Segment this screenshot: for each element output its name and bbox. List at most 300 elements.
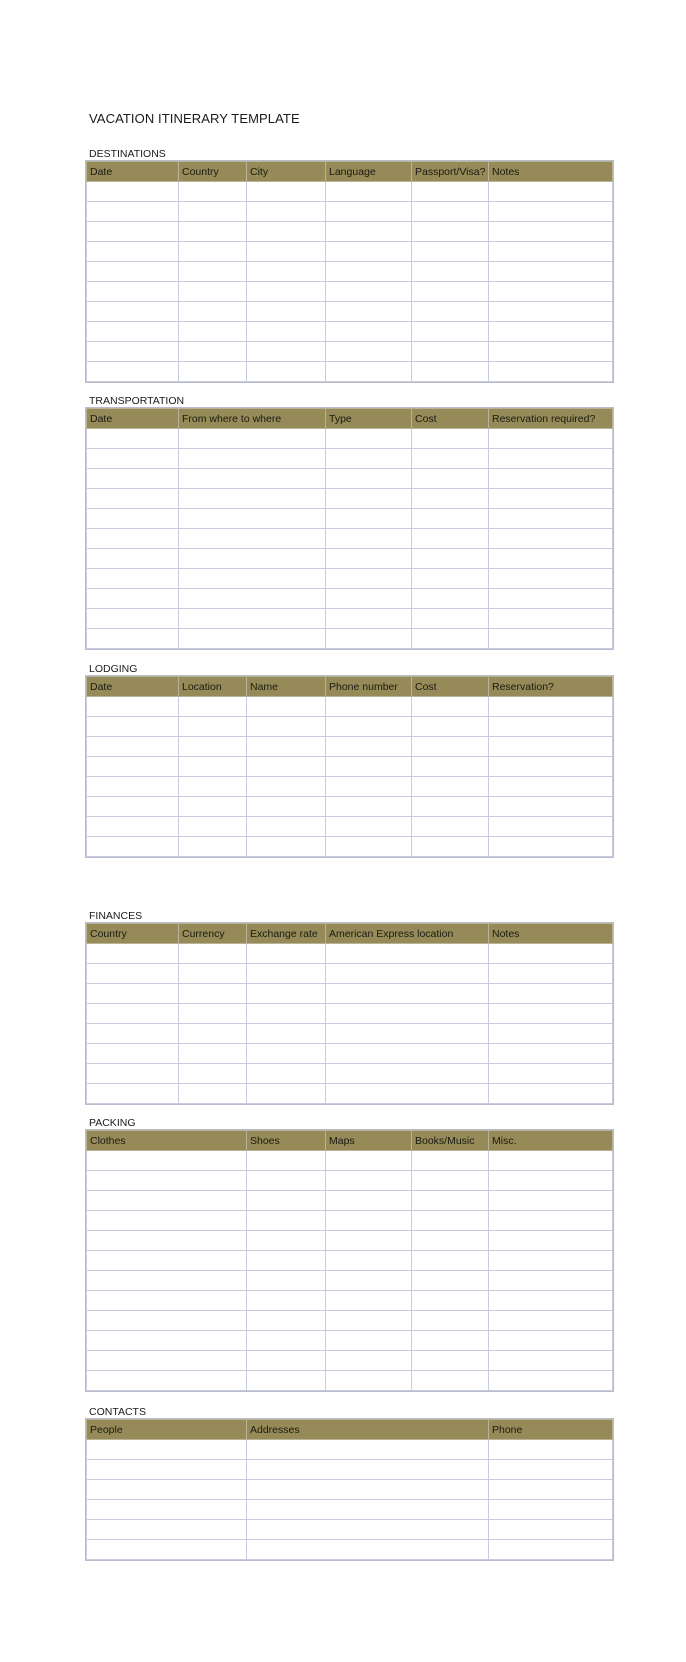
table-cell[interactable]: [489, 1171, 613, 1191]
table-cell[interactable]: [247, 342, 326, 362]
table-cell[interactable]: [87, 489, 179, 509]
table-cell[interactable]: [412, 262, 489, 282]
table-cell[interactable]: [326, 182, 412, 202]
table-cell[interactable]: [179, 1004, 247, 1024]
table-cell[interactable]: [247, 1251, 326, 1271]
table-cell[interactable]: [412, 222, 489, 242]
table-cell[interactable]: [179, 717, 247, 737]
table-cell[interactable]: [326, 549, 412, 569]
table-cell[interactable]: [179, 737, 247, 757]
table-cell[interactable]: [326, 1311, 412, 1331]
table-cell[interactable]: [247, 1211, 326, 1231]
table-cell[interactable]: [247, 1351, 326, 1371]
table-cell[interactable]: [247, 1151, 326, 1171]
table-cell[interactable]: [326, 777, 412, 797]
table-cell[interactable]: [87, 589, 179, 609]
table-cell[interactable]: [489, 182, 613, 202]
table-cell[interactable]: [247, 282, 326, 302]
table-cell[interactable]: [489, 509, 613, 529]
table-cell[interactable]: [247, 964, 326, 984]
table-cell[interactable]: [412, 697, 489, 717]
table-cell[interactable]: [326, 322, 412, 342]
table-cell[interactable]: [179, 282, 247, 302]
table-cell[interactable]: [247, 837, 326, 857]
table-cell[interactable]: [489, 1231, 613, 1251]
table-cell[interactable]: [87, 1371, 247, 1391]
table-cell[interactable]: [87, 1084, 179, 1104]
table-cell[interactable]: [247, 717, 326, 737]
table-cell[interactable]: [326, 589, 412, 609]
table-cell[interactable]: [326, 529, 412, 549]
table-cell[interactable]: [247, 182, 326, 202]
table-cell[interactable]: [412, 182, 489, 202]
table-row: [87, 1024, 613, 1044]
table-header-row: [87, 924, 613, 944]
table-cell[interactable]: [247, 1520, 489, 1540]
table-cell[interactable]: [326, 262, 412, 282]
table-cell[interactable]: [326, 1371, 412, 1391]
table-cell[interactable]: [489, 1024, 613, 1044]
table-cell[interactable]: [412, 1331, 489, 1351]
table-cell[interactable]: [247, 262, 326, 282]
table-cell[interactable]: [412, 1351, 489, 1371]
table-cell[interactable]: [87, 1191, 247, 1211]
table-cell[interactable]: [489, 429, 613, 449]
table-cell[interactable]: [412, 1311, 489, 1331]
table-cell[interactable]: [489, 549, 613, 569]
table-cell[interactable]: [179, 1024, 247, 1044]
table-cell[interactable]: [87, 1211, 247, 1231]
table-cell[interactable]: [489, 1440, 613, 1460]
table-cell[interactable]: [179, 984, 247, 1004]
table-cell[interactable]: [489, 1500, 613, 1520]
table-cell[interactable]: [326, 1044, 489, 1064]
table-cell[interactable]: [489, 1291, 613, 1311]
table-cell[interactable]: [247, 1480, 489, 1500]
table-cell[interactable]: [489, 1460, 613, 1480]
table-cell[interactable]: [179, 182, 247, 202]
table-cell[interactable]: [489, 797, 613, 817]
table-cell[interactable]: [87, 964, 179, 984]
table-cell[interactable]: [326, 509, 412, 529]
table-cell[interactable]: [489, 1064, 613, 1084]
table-cell[interactable]: [489, 322, 613, 342]
table-cell[interactable]: [179, 262, 247, 282]
table-cell[interactable]: [412, 1151, 489, 1171]
table-cell[interactable]: [412, 817, 489, 837]
table-cell[interactable]: [87, 1171, 247, 1191]
table-cell[interactable]: [412, 489, 489, 509]
table-cell[interactable]: [179, 757, 247, 777]
table-row: [87, 629, 613, 649]
table-cell[interactable]: [87, 1460, 247, 1480]
table-cell[interactable]: [412, 529, 489, 549]
table-cell[interactable]: [247, 984, 326, 1004]
table-cell[interactable]: [326, 697, 412, 717]
table-cell[interactable]: [489, 282, 613, 302]
table-cell[interactable]: [326, 1151, 412, 1171]
table-cell[interactable]: [179, 589, 326, 609]
table-cell[interactable]: [326, 837, 412, 857]
table-cell[interactable]: [326, 222, 412, 242]
table-row: [87, 202, 613, 222]
table-cell[interactable]: [489, 449, 613, 469]
table-cell[interactable]: [87, 1440, 247, 1460]
table-cell[interactable]: [326, 609, 412, 629]
table-cell[interactable]: [326, 1271, 412, 1291]
table-cell[interactable]: [489, 609, 613, 629]
table-cell[interactable]: [247, 1500, 489, 1520]
table-cell[interactable]: [87, 1251, 247, 1271]
table-cell[interactable]: [179, 797, 247, 817]
table-cell[interactable]: [179, 469, 326, 489]
table-cell[interactable]: [489, 1520, 613, 1540]
table-cell[interactable]: [326, 1291, 412, 1311]
table-cell[interactable]: [489, 837, 613, 857]
table-cell[interactable]: [179, 429, 326, 449]
table-cell[interactable]: [247, 202, 326, 222]
table-cell[interactable]: [326, 362, 412, 382]
table-cell[interactable]: [179, 944, 247, 964]
table-cell[interactable]: [87, 429, 179, 449]
table-cell[interactable]: [87, 1004, 179, 1024]
table-cell[interactable]: [87, 1064, 179, 1084]
table-cell[interactable]: [247, 797, 326, 817]
table-cell[interactable]: [412, 242, 489, 262]
table-cell[interactable]: [412, 282, 489, 302]
table-cell[interactable]: [412, 569, 489, 589]
table-cell[interactable]: [412, 797, 489, 817]
table-cell[interactable]: [179, 1064, 247, 1084]
table-cell[interactable]: [87, 629, 179, 649]
table-cell[interactable]: [179, 569, 326, 589]
table-cell[interactable]: [326, 1064, 489, 1084]
table-cell[interactable]: [179, 322, 247, 342]
table-cell[interactable]: [247, 302, 326, 322]
table-cell[interactable]: [247, 777, 326, 797]
table-cell[interactable]: [489, 262, 613, 282]
table-row: [87, 242, 613, 262]
table-cell[interactable]: [87, 837, 179, 857]
table-cell[interactable]: [326, 964, 489, 984]
table-cell[interactable]: [489, 1004, 613, 1024]
table-cell[interactable]: [87, 777, 179, 797]
section-label-transportation: TRANSPORTATION: [89, 395, 185, 407]
table-cell[interactable]: [179, 362, 247, 382]
table-cell[interactable]: [326, 1231, 412, 1251]
table-cell[interactable]: [412, 609, 489, 629]
table-cell[interactable]: [87, 302, 179, 322]
table-cell[interactable]: [489, 1540, 613, 1560]
table-cell[interactable]: [412, 1251, 489, 1271]
table-cell[interactable]: [247, 1271, 326, 1291]
table-cell[interactable]: [489, 757, 613, 777]
table-cell[interactable]: [326, 737, 412, 757]
table-cell[interactable]: [326, 449, 412, 469]
table-cell[interactable]: [412, 549, 489, 569]
table-cell[interactable]: [247, 1024, 326, 1044]
table-cell[interactable]: [87, 262, 179, 282]
table-cell[interactable]: [412, 737, 489, 757]
table-cell[interactable]: [247, 1371, 326, 1391]
table-cell[interactable]: [247, 1311, 326, 1331]
table-cell[interactable]: [179, 549, 326, 569]
table-cell[interactable]: [87, 1331, 247, 1351]
table-cell[interactable]: [326, 817, 412, 837]
table-cell[interactable]: [179, 509, 326, 529]
table-cell[interactable]: [179, 817, 247, 837]
table-cell[interactable]: [412, 1211, 489, 1231]
table-cell[interactable]: [489, 589, 613, 609]
table-cell[interactable]: [87, 1540, 247, 1560]
column-header: Notes: [489, 924, 613, 944]
table-cell[interactable]: [179, 222, 247, 242]
table-cell[interactable]: [87, 609, 179, 629]
table-cell[interactable]: [87, 509, 179, 529]
table-cell[interactable]: [179, 964, 247, 984]
table-cell[interactable]: [87, 697, 179, 717]
table-cell[interactable]: [247, 1084, 326, 1104]
table-cell[interactable]: [87, 1151, 247, 1171]
table-cell[interactable]: [412, 469, 489, 489]
table-cell[interactable]: [326, 944, 489, 964]
table-cell[interactable]: [489, 242, 613, 262]
table-cell[interactable]: [179, 777, 247, 797]
table-row: [87, 944, 613, 964]
table-cell[interactable]: [247, 1460, 489, 1480]
table-cell[interactable]: [87, 717, 179, 737]
table-cell[interactable]: [412, 362, 489, 382]
table-cell[interactable]: [412, 509, 489, 529]
table-cell[interactable]: [489, 202, 613, 222]
table-cell[interactable]: [247, 242, 326, 262]
table-cell[interactable]: [326, 1004, 489, 1024]
table-cell[interactable]: [412, 302, 489, 322]
table-cell[interactable]: [489, 717, 613, 737]
table-cell[interactable]: [326, 1351, 412, 1371]
table-cell[interactable]: [326, 1331, 412, 1351]
table-cell[interactable]: [326, 797, 412, 817]
table-cell[interactable]: [87, 342, 179, 362]
table-cell[interactable]: [87, 1044, 179, 1064]
table-cell[interactable]: [87, 449, 179, 469]
table-cell[interactable]: [179, 489, 326, 509]
table-cell[interactable]: [87, 1024, 179, 1044]
table-cell[interactable]: [489, 964, 613, 984]
table-cell[interactable]: [179, 1084, 247, 1104]
table-cell[interactable]: [87, 1311, 247, 1331]
table-cell[interactable]: [247, 697, 326, 717]
table-cell[interactable]: [412, 1171, 489, 1191]
table-cell[interactable]: [247, 944, 326, 964]
table-cell[interactable]: [489, 569, 613, 589]
table-cell[interactable]: [247, 817, 326, 837]
table-cell[interactable]: [326, 469, 412, 489]
table-cell[interactable]: [179, 837, 247, 857]
table-cell[interactable]: [326, 1171, 412, 1191]
table-cell[interactable]: [489, 629, 613, 649]
table-cell[interactable]: [489, 1191, 613, 1211]
table-cell[interactable]: [179, 697, 247, 717]
table-cell[interactable]: [247, 322, 326, 342]
table-cell[interactable]: [489, 777, 613, 797]
table-cell[interactable]: [412, 1291, 489, 1311]
table-cell[interactable]: [489, 1351, 613, 1371]
table-cell[interactable]: [489, 1271, 613, 1291]
table-cell[interactable]: [87, 1291, 247, 1311]
table-cell[interactable]: [326, 569, 412, 589]
table-cell[interactable]: [412, 717, 489, 737]
table-cell[interactable]: [87, 242, 179, 262]
table-cell[interactable]: [326, 1191, 412, 1211]
table-row: [87, 469, 613, 489]
table-cell[interactable]: [412, 757, 489, 777]
table-row: [87, 569, 613, 589]
table-cell[interactable]: [326, 342, 412, 362]
table-cell[interactable]: [247, 1231, 326, 1251]
table-cell[interactable]: [326, 489, 412, 509]
table-cell[interactable]: [489, 222, 613, 242]
table-cell[interactable]: [87, 182, 179, 202]
column-header: From where to where: [179, 409, 326, 429]
table-cell[interactable]: [179, 202, 247, 222]
table-cell[interactable]: [87, 222, 179, 242]
table-cell[interactable]: [412, 589, 489, 609]
table-cell[interactable]: [87, 1480, 247, 1500]
table-cell[interactable]: [326, 302, 412, 322]
table-cell[interactable]: [247, 1331, 326, 1351]
table-cell[interactable]: [489, 469, 613, 489]
table-cell[interactable]: [489, 1084, 613, 1104]
table-cell[interactable]: [179, 629, 326, 649]
table-cell[interactable]: [87, 282, 179, 302]
table-cell[interactable]: [179, 529, 326, 549]
table-cell[interactable]: [87, 757, 179, 777]
table-cell[interactable]: [412, 1371, 489, 1391]
table-cell[interactable]: [489, 817, 613, 837]
table-row: [87, 429, 613, 449]
table-cell[interactable]: [489, 1151, 613, 1171]
table-cell[interactable]: [179, 302, 247, 322]
table-cell[interactable]: [247, 1004, 326, 1024]
table-cell[interactable]: [489, 302, 613, 322]
table-cell[interactable]: [489, 737, 613, 757]
table-cell[interactable]: [489, 944, 613, 964]
table-cell[interactable]: [326, 282, 412, 302]
table-cell[interactable]: [87, 1520, 247, 1540]
table-cell[interactable]: [412, 1271, 489, 1291]
table-cell[interactable]: [87, 549, 179, 569]
table-cell[interactable]: [87, 1231, 247, 1251]
table-cell[interactable]: [326, 984, 489, 1004]
table-cell[interactable]: [412, 449, 489, 469]
table-cell[interactable]: [87, 1271, 247, 1291]
table-cell[interactable]: [326, 202, 412, 222]
table-row: [87, 1211, 613, 1231]
table-cell[interactable]: [412, 429, 489, 449]
table-row: [87, 1351, 613, 1371]
table-cell[interactable]: [412, 202, 489, 222]
table-cell[interactable]: [87, 797, 179, 817]
table-cell[interactable]: [247, 222, 326, 242]
table-cell[interactable]: [247, 1540, 489, 1560]
table-cell[interactable]: [326, 1084, 489, 1104]
table-cell[interactable]: [326, 1024, 489, 1044]
table-cell[interactable]: [326, 1211, 412, 1231]
table-cell[interactable]: [489, 362, 613, 382]
table-cell[interactable]: [179, 609, 326, 629]
table-cell[interactable]: [87, 529, 179, 549]
table-header-row: [87, 162, 613, 182]
table-cell[interactable]: [247, 1064, 326, 1084]
table-cell[interactable]: [412, 342, 489, 362]
table-cell[interactable]: [247, 1044, 326, 1064]
table-row: [87, 837, 613, 857]
table-cell[interactable]: [489, 1044, 613, 1064]
table-cell[interactable]: [247, 1191, 326, 1211]
table-cell[interactable]: [247, 1440, 489, 1460]
table-cell[interactable]: [412, 1231, 489, 1251]
table-row: [87, 1371, 613, 1391]
table-cell[interactable]: [412, 777, 489, 797]
table-cell[interactable]: [87, 202, 179, 222]
table-cell[interactable]: [326, 242, 412, 262]
table-cell[interactable]: [247, 757, 326, 777]
table-cell[interactable]: [489, 1311, 613, 1331]
table-cell[interactable]: [87, 322, 179, 342]
table-cell[interactable]: [326, 1251, 412, 1271]
table-cell[interactable]: [247, 362, 326, 382]
table-cell[interactable]: [87, 569, 179, 589]
table-cell[interactable]: [247, 737, 326, 757]
table-cell[interactable]: [489, 1371, 613, 1391]
table-cell[interactable]: [326, 757, 412, 777]
table-cell[interactable]: [412, 837, 489, 857]
table-cell[interactable]: [247, 1291, 326, 1311]
table-cell[interactable]: [412, 322, 489, 342]
table-cell[interactable]: [489, 529, 613, 549]
table-cell[interactable]: [87, 944, 179, 964]
table-cell[interactable]: [179, 342, 247, 362]
table-cell[interactable]: [326, 717, 412, 737]
table-cell[interactable]: [489, 1251, 613, 1271]
table-cell[interactable]: [87, 984, 179, 1004]
table-cell[interactable]: [179, 449, 326, 469]
table-cell[interactable]: [489, 342, 613, 362]
table-cell[interactable]: [489, 1331, 613, 1351]
table-cell[interactable]: [489, 984, 613, 1004]
table-cell[interactable]: [489, 489, 613, 509]
table-header-row: [87, 1420, 613, 1440]
table-cell[interactable]: [87, 469, 179, 489]
table-cell[interactable]: [247, 1171, 326, 1191]
table-cell[interactable]: [87, 1351, 247, 1371]
table-cell[interactable]: [489, 697, 613, 717]
table-cell[interactable]: [87, 737, 179, 757]
table-cell[interactable]: [326, 629, 412, 649]
table-cell[interactable]: [489, 1211, 613, 1231]
table-cell[interactable]: [412, 629, 489, 649]
table-cell[interactable]: [412, 1191, 489, 1211]
table-cell[interactable]: [489, 1480, 613, 1500]
table-cell[interactable]: [87, 362, 179, 382]
table-cell[interactable]: [179, 242, 247, 262]
table-cell[interactable]: [87, 1500, 247, 1520]
column-header: Reservation required?: [489, 409, 613, 429]
table-cell[interactable]: [179, 1044, 247, 1064]
table-cell[interactable]: [326, 429, 412, 449]
table-cell[interactable]: [87, 817, 179, 837]
